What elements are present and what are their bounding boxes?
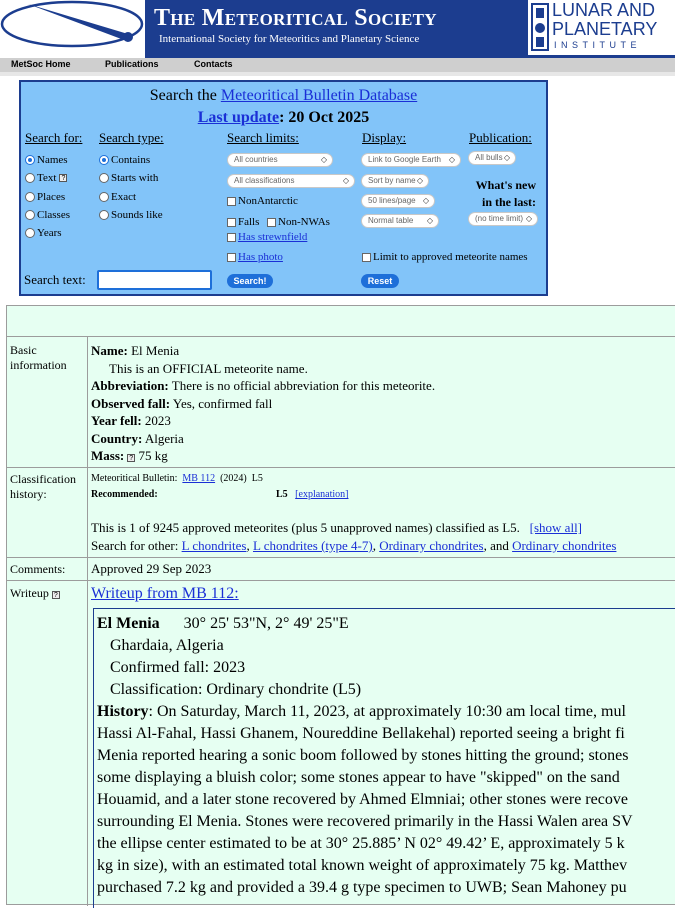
year-label: Year fell: <box>91 413 142 428</box>
site-header <box>0 0 675 58</box>
radio-icon <box>25 173 35 183</box>
recommended-row <box>276 489 348 500</box>
reset-button[interactable]: Reset <box>361 274 399 288</box>
wu-history-line: the ellipse center estimated to be at 30° 25.885’ N 02° 49.42’ E, approximately 5 k <box>97 835 625 852</box>
mass-value: 75 kg <box>138 448 168 463</box>
checkbox-non-nwas-label: Non-NWAs <box>278 216 330 228</box>
display-label: Display: <box>362 130 407 145</box>
chevron-updown-icon: ◇ <box>342 176 349 185</box>
radio-contains[interactable] <box>99 154 150 166</box>
search-type-label: Search type: <box>99 130 164 145</box>
radio-text[interactable] <box>25 172 67 184</box>
publication-value: All bulls <box>475 153 503 162</box>
sort-select[interactable] <box>361 174 429 188</box>
wu-history-line: some displaying a bluish color; some stones appear to have "skipped" on the sand <box>97 769 620 786</box>
radio-icon <box>99 173 109 183</box>
recommended-label: Recommended: <box>91 489 158 500</box>
top-nav <box>0 58 675 72</box>
basic-info-label: Basic information <box>10 343 67 372</box>
abbr-label: Abbreviation: <box>91 378 169 393</box>
column-divider <box>87 336 88 906</box>
history-text: : On Saturday, March 11, 2023, at approximately 10:30 am local time, mul <box>148 703 626 720</box>
row-divider <box>7 557 675 558</box>
checkbox-icon <box>362 253 371 262</box>
writeup-label: Writeup <box>10 586 49 600</box>
search-text-label: Search text: <box>24 272 86 287</box>
search-button[interactable]: Search! <box>227 274 273 288</box>
whats-new-line1: What's new <box>475 178 536 192</box>
chevron-updown-icon: ◇ <box>426 216 433 225</box>
radio-places[interactable] <box>25 191 65 203</box>
link-value: Link to Google Earth <box>368 155 441 164</box>
wu-history-line: Menia reported hearing a sonic boom followed by stones hitting the ground; stones <box>97 747 629 764</box>
writeup-label-row <box>10 586 60 601</box>
nav-contacts[interactable]: Contacts <box>194 59 233 69</box>
table-select[interactable] <box>361 214 439 228</box>
search-text-input[interactable] <box>97 270 212 290</box>
classifications-value: All classifications <box>234 176 295 185</box>
publication-select[interactable] <box>468 151 516 165</box>
comments-value: Approved 29 Sep 2023 <box>91 561 212 576</box>
bulletin-row <box>91 473 263 484</box>
comments-label: Comments: <box>10 562 66 576</box>
bulletin-label: Meteoritical Bulletin: <box>91 473 178 484</box>
radio-exact-label: Exact <box>111 191 137 203</box>
checkbox-falls-label: Falls <box>238 216 260 228</box>
radio-sounds-like[interactable] <box>99 209 163 221</box>
name-row <box>91 343 179 359</box>
radio-years[interactable] <box>25 227 62 239</box>
classifications-select[interactable] <box>227 174 355 188</box>
mass-row <box>91 448 168 464</box>
search-heading-text: Search the <box>149 87 221 104</box>
nav-publications[interactable]: Publications <box>105 59 159 69</box>
meteor-logo-icon <box>0 0 145 56</box>
checkbox-falls[interactable] <box>227 216 259 228</box>
mass-label: Mass: <box>91 448 125 463</box>
country-value: Algeria <box>144 431 184 446</box>
table-value: Normal table <box>368 216 414 225</box>
radio-icon <box>25 210 35 220</box>
year-row <box>91 413 171 429</box>
limit-approved-label: Limit to approved meteorite names <box>373 251 528 263</box>
name-value: El Menia <box>131 343 180 358</box>
writeup-from-colon: : <box>234 585 239 602</box>
lpi-logo[interactable] <box>528 0 675 55</box>
show-all-link[interactable]: [show all] <box>529 520 583 535</box>
search-link-ordinary[interactable]: Ordinary chondrites <box>379 538 484 553</box>
search-other-label: Search for other: <box>91 538 179 553</box>
radio-places-label: Places <box>37 191 66 203</box>
country-label: Country: <box>91 431 143 446</box>
year-value: 2023 <box>144 413 171 428</box>
society-subtitle: International Society for Meteoritics and Planetary Science <box>159 33 420 45</box>
count-text: This is 1 of 9245 approved meteorites (plus 5 unapproved names) classified as L5. <box>91 520 520 535</box>
radio-icon <box>25 228 35 238</box>
count-row <box>91 520 582 536</box>
chevron-updown-icon: ◇ <box>448 155 455 164</box>
lpi-name-line2: PLANETARY <box>552 19 658 39</box>
checkbox-photo[interactable] <box>227 251 283 263</box>
abbr-value: There is no official abbreviation for this meteorite. <box>171 378 436 393</box>
radio-exact[interactable] <box>99 191 136 203</box>
wu-history-line: purchased 7.2 kg and provided a 39.4 g type specimen to UWB; Sean Mahoney pu <box>97 879 627 896</box>
chevron-updown-icon: ◇ <box>503 153 510 162</box>
wu-class: Classification: Ordinary chondrite (L5) <box>110 681 362 698</box>
chevron-updown-icon: ◇ <box>525 214 532 223</box>
wu-history-line: Houamid, and a later stone recovered by Ahmed Elmniai; other stones were recove <box>97 791 628 808</box>
chevron-updown-icon: ◇ <box>320 155 327 164</box>
lpi-name-line1: LUNAR AND <box>552 0 656 20</box>
checkbox-icon <box>227 233 236 242</box>
search-heading <box>21 87 546 105</box>
radio-sounds-like-label: Sounds like <box>111 209 163 221</box>
last-update-link[interactable]: Last update <box>197 109 280 126</box>
wu-fall: Confirmed fall: 2023 <box>110 659 246 676</box>
observed-value: Yes, confirmed fall <box>172 396 273 411</box>
search-limits-label: Search limits: <box>227 130 299 145</box>
database-link[interactable]: Meteoritical Bulletin Database <box>220 87 418 104</box>
name-label: Name: <box>91 343 128 358</box>
row-divider <box>7 336 675 337</box>
wu-title-row <box>97 613 349 635</box>
row-divider <box>7 467 675 468</box>
chevron-updown-icon: ◇ <box>416 176 423 185</box>
link-select[interactable] <box>361 153 461 167</box>
radio-names-label: Names <box>37 154 68 166</box>
time-limit-select[interactable] <box>468 212 538 226</box>
search-link-l-chondrites[interactable]: L chondrites <box>181 538 247 553</box>
nav-divider <box>0 72 675 76</box>
society-title[interactable]: The Meteoritical Society <box>154 5 437 31</box>
checkbox-icon <box>227 253 236 262</box>
photo-link[interactable]: Has photo <box>238 251 283 263</box>
countries-value: All countries <box>234 155 278 164</box>
radio-names[interactable] <box>25 154 68 166</box>
explanation-link[interactable]: [explanation] <box>295 489 349 500</box>
writeup-mb-link[interactable]: MB 112 <box>181 585 235 602</box>
history-label: History <box>97 703 149 720</box>
wu-place: Ghardaia, Algeria <box>110 637 224 654</box>
bulletin-class: L5 <box>251 473 263 484</box>
official-note: This is an OFFICIAL meteorite name. <box>109 361 308 376</box>
observed-row <box>91 396 272 412</box>
checkbox-icon <box>227 197 236 206</box>
radio-starts-with-label: Starts with <box>111 172 159 184</box>
checkbox-nonantarctic[interactable] <box>227 195 298 207</box>
checkbox-icon <box>227 218 236 227</box>
radio-selected-icon <box>25 155 35 165</box>
lpi-name-line3: INSTITUTE <box>554 40 641 50</box>
search-for-label: Search for: <box>25 130 83 145</box>
radio-selected-icon <box>99 155 109 165</box>
checkbox-limit-approved[interactable] <box>362 251 528 263</box>
publication-label: Publication: <box>469 130 532 145</box>
bulletin-link[interactable]: MB 112 <box>182 473 216 484</box>
country-row <box>91 431 184 447</box>
countries-select[interactable] <box>227 153 333 167</box>
writeup-from <box>91 585 239 603</box>
abbreviation-row <box>91 378 435 394</box>
radio-starts-with[interactable] <box>99 172 158 184</box>
chevron-updown-icon: ◇ <box>422 196 429 205</box>
help-icon[interactable]: ? <box>59 174 67 182</box>
wu-history-line <box>97 701 626 723</box>
classification-label: Classification history: <box>10 472 76 501</box>
checkbox-strewnfield[interactable] <box>227 231 307 243</box>
radio-contains-label: Contains <box>111 154 151 166</box>
radio-classes[interactable] <box>25 209 70 221</box>
radio-icon <box>25 192 35 202</box>
wu-history-line: Hassi Al-Fahal, Hassi Ghanem, Noureddine Bellakehal) reported seeing a bright fi <box>97 725 625 742</box>
radio-classes-label: Classes <box>37 209 70 221</box>
search-other-row: Search for other: L chondrites, L chondrites (type 4-7), Ordinary chondrites, and Ordinary chondrites <box>91 538 617 553</box>
wu-history-line: kg in size), with an estimated total known weight of approximately 75 kg. Matthev <box>97 857 628 874</box>
last-update <box>21 109 546 127</box>
search-panel <box>19 80 548 296</box>
radio-years-label: Years <box>37 227 62 239</box>
radio-icon <box>99 210 109 220</box>
wu-history-line: surrounding El Menia. Stones were recovered primarily in the Hassi Walen area SV <box>97 813 633 830</box>
metsoc-logo[interactable] <box>0 0 147 58</box>
lpi-emblem-icon <box>529 2 551 52</box>
result-table <box>6 305 675 905</box>
time-limit-value: (no time limit) <box>475 214 524 223</box>
checkbox-nonantarctic-label: NonAntarctic <box>238 195 298 207</box>
search-link-ordinary-2[interactable]: Ordinary chondrites <box>512 538 617 553</box>
lines-value: 50 lines/page <box>368 196 416 205</box>
recommended-value: L5 <box>276 489 288 500</box>
checkbox-non-nwas[interactable] <box>267 216 330 228</box>
search-link-l-type[interactable]: L chondrites (type 4-7) <box>252 538 373 553</box>
writeup-from-text: Writeup from <box>91 585 182 602</box>
wu-coords: 30° 25' 53"N, 2° 49' 25"E <box>183 615 349 632</box>
wu-name: El Menia <box>97 615 160 632</box>
observed-label: Observed fall: <box>91 396 171 411</box>
row-divider <box>7 580 675 581</box>
strewnfield-link[interactable]: Has strewnfield <box>238 231 308 243</box>
radio-icon <box>99 192 109 202</box>
sort-value: Sort by name <box>368 176 416 185</box>
nav-metsoc-home[interactable]: MetSoc Home <box>11 59 71 69</box>
last-update-date: : 20 Oct 2025 <box>279 109 370 126</box>
whats-new-line2: in the last: <box>482 195 536 209</box>
help-icon[interactable]: ? <box>52 591 60 599</box>
bulletin-year: (2024) <box>220 473 247 484</box>
radio-text-label: Text <box>37 172 57 184</box>
lines-select[interactable] <box>361 194 435 208</box>
checkbox-icon <box>267 218 276 227</box>
help-icon[interactable]: ? <box>127 454 135 462</box>
